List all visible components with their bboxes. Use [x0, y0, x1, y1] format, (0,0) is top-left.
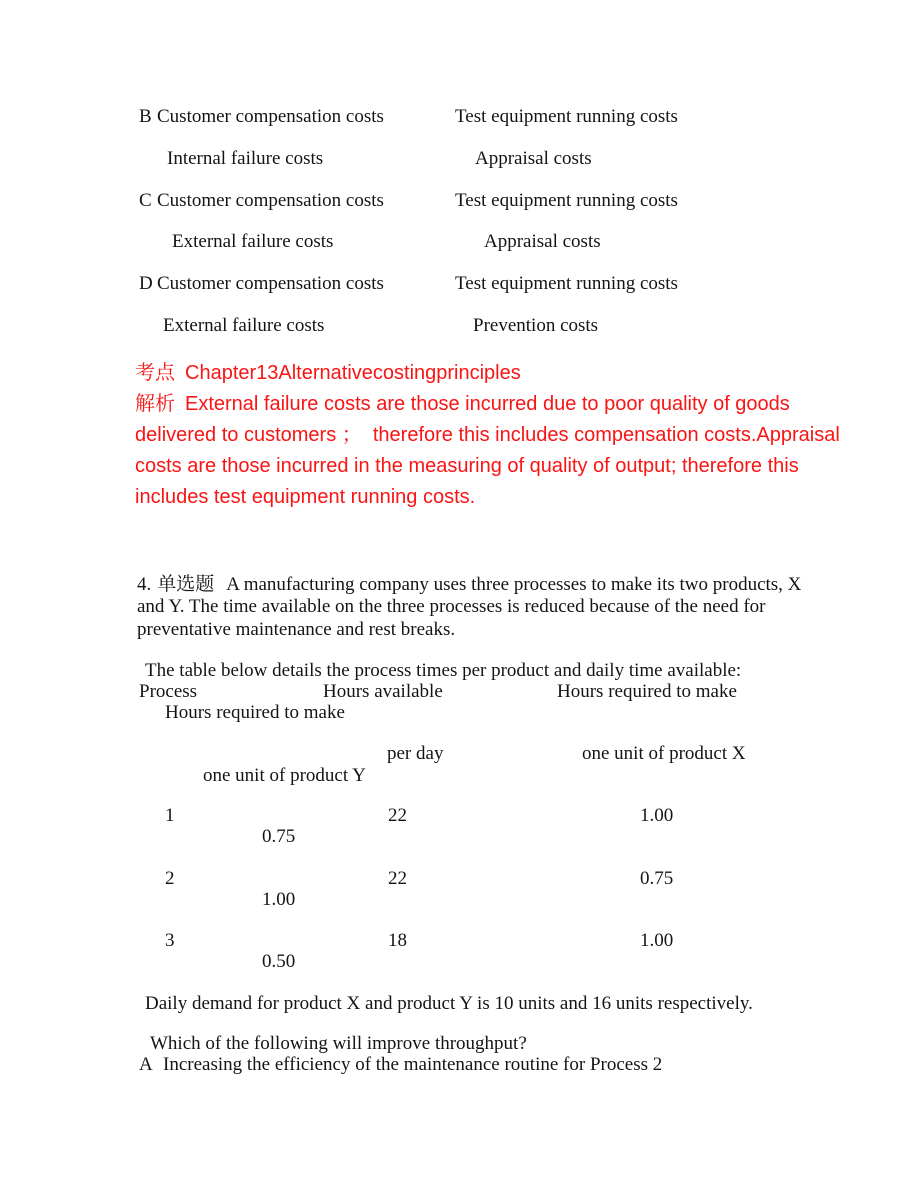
option-d-left-line1: Customer compensation costs	[157, 273, 384, 294]
option-a-letter: A	[139, 1054, 153, 1075]
table-row-process: 2	[165, 868, 175, 889]
option-b-left-line1: Customer compensation costs	[157, 106, 384, 127]
table-row-product-x: 1.00	[640, 930, 674, 951]
table-header-unit-x: one unit of product X	[582, 743, 746, 764]
option-d-right-line2: Prevention costs	[473, 315, 599, 336]
option-b-right-line1: Test equipment running costs	[455, 106, 678, 127]
table-row-process: 3	[165, 930, 175, 951]
table-row-hours: 18	[388, 930, 407, 951]
analysis-label: 解析	[135, 393, 175, 415]
table-header-process: Process	[139, 681, 198, 702]
option-c-right-line1: Test equipment running costs	[455, 190, 678, 211]
analysis-line: delivered to customers ； therefore this includes compensation costs.Appraisal	[135, 424, 840, 446]
table-header-hours-available: Hours available	[323, 681, 443, 702]
table-header-required-x: Hours required to make	[557, 681, 737, 702]
option-b-left-line2: Internal failure costs	[167, 148, 324, 169]
option-b-right-line2: Appraisal costs	[475, 148, 592, 169]
daily-demand-text: Daily demand for product X and product Y is 10 units and 16 units respectively.	[145, 993, 753, 1014]
question4-intro-text: A manufacturing company uses three processes to make its two products, X	[226, 574, 802, 595]
table-header-required-y: Hours required to make	[165, 702, 345, 723]
table-row-product-y: 1.00	[262, 889, 296, 910]
table-row-product-x: 0.75	[640, 868, 674, 889]
option-c-left-line2: External failure costs	[172, 231, 334, 252]
option-a-text: Increasing the efficiency of the maintenance routine for Process 2	[163, 1054, 663, 1075]
analysis-line: External failure costs are those incurred due to poor quality of goods	[185, 393, 790, 415]
option-d-letter: D	[139, 273, 153, 294]
option-c-letter: C	[139, 190, 152, 211]
option-b-letter: B	[139, 106, 152, 127]
question4-type-tag: 单选题	[157, 574, 215, 595]
table-row-hours: 22	[388, 868, 407, 889]
question4-line3: preventative maintenance and rest breaks.	[137, 619, 456, 640]
question4-prompt: Which of the following will improve throughput?	[150, 1033, 527, 1054]
table-row-product-y: 0.75	[262, 826, 296, 847]
analysis-line: includes test equipment running costs.	[135, 486, 476, 508]
table-row-process: 1	[165, 805, 175, 826]
exam-point-text: Chapter13Alternativecostingprinciples	[185, 362, 521, 384]
question4-line1	[137, 574, 801, 597]
exam-point-label: 考点	[135, 362, 175, 384]
table-header-unit-y: one unit of product Y	[203, 765, 366, 786]
table-row-hours: 22	[388, 805, 407, 826]
question4-line2: and Y. The time available on the three processes is reduced because of the need for	[137, 596, 766, 617]
option-c-left-line1: Customer compensation costs	[157, 190, 384, 211]
table-header-per-day: per day	[387, 743, 444, 764]
option-d-right-line1: Test equipment running costs	[455, 273, 678, 294]
table-row-product-x: 1.00	[640, 805, 674, 826]
question4-number: 4.	[137, 574, 152, 595]
option-c-right-line2: Appraisal costs	[484, 231, 601, 252]
analysis-line: costs are those incurred in the measuring of quality of output; therefore this	[135, 455, 799, 477]
table-intro: The table below details the process times per product and daily time available:	[145, 660, 742, 681]
table-row-product-y: 0.50	[262, 951, 296, 972]
option-d-left-line2: External failure costs	[163, 315, 325, 336]
